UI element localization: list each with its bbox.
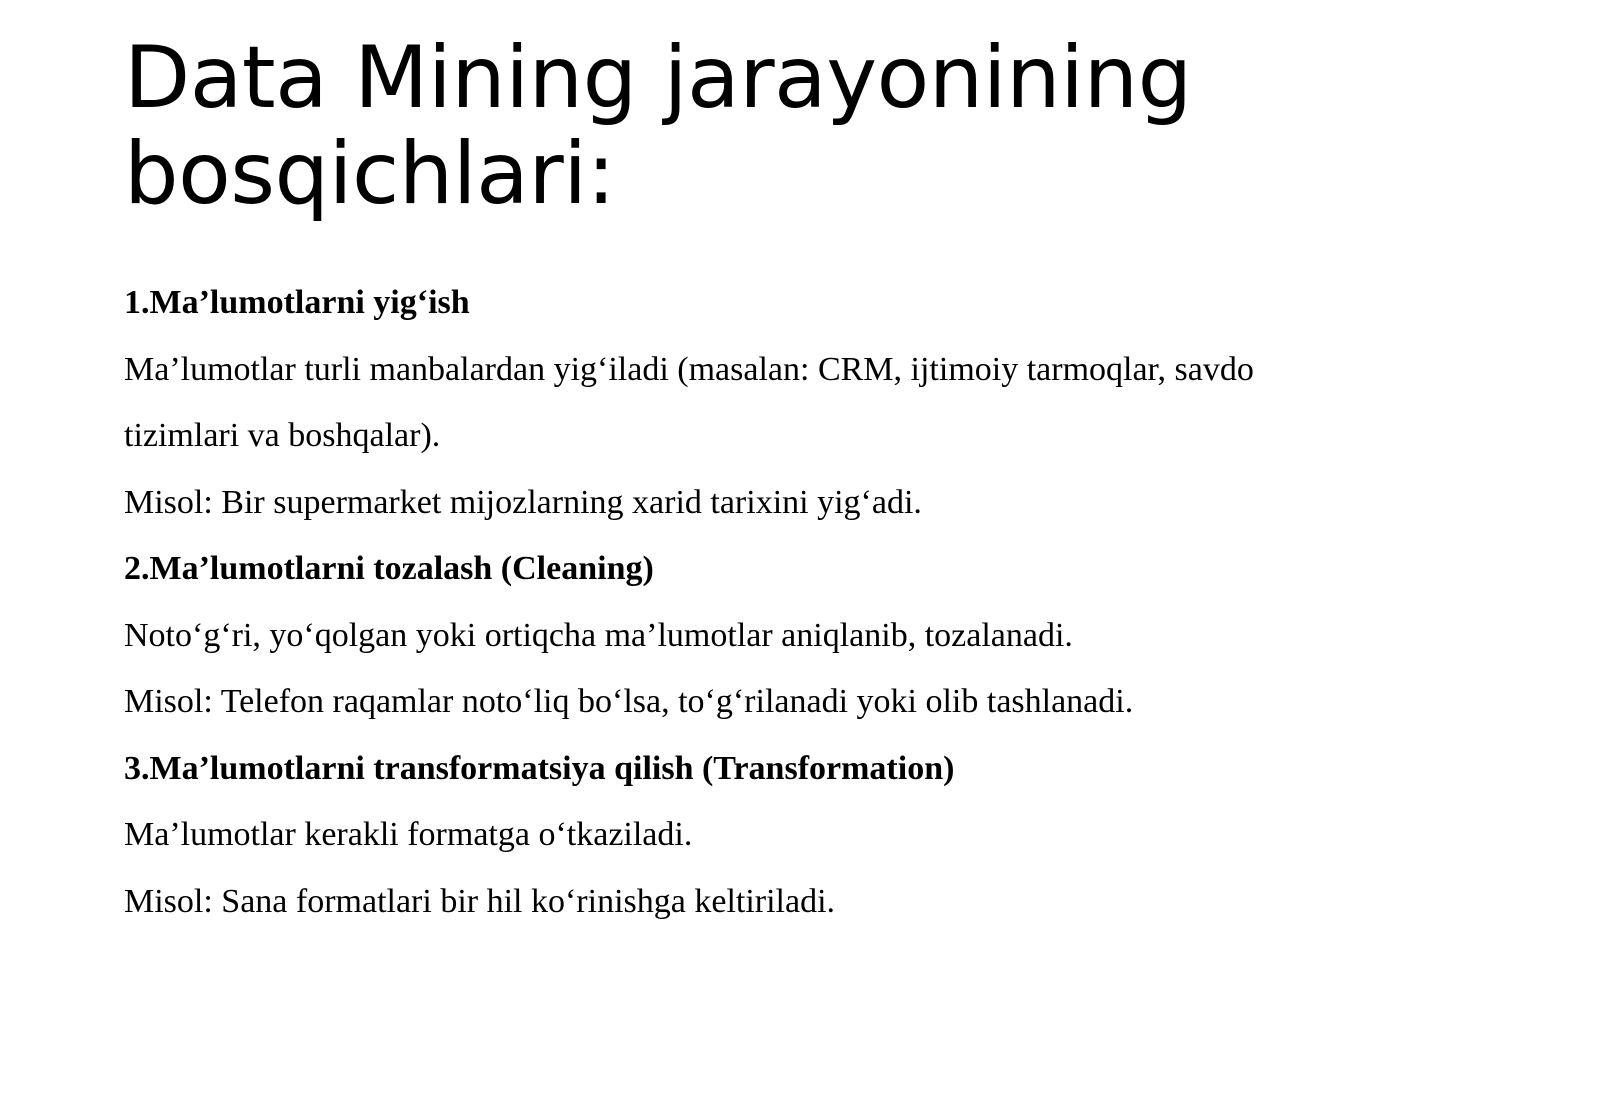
slide-title-line-1: Data Mining jarayonining bbox=[124, 28, 1192, 128]
slide-title-line-2: bosqichlari: bbox=[124, 124, 616, 224]
section-1-heading: 1.Ma’lumotlarni yig‘ish bbox=[124, 284, 470, 321]
section-2-description: Noto‘g‘ri, yo‘qolgan yoki ortiqcha ma’lumotlar aniqlanib, tozalanadi. bbox=[124, 616, 1073, 654]
slide-title bbox=[124, 30, 1504, 222]
section-3-example: Misol: Sana formatlari bir hil ko‘rinishga keltiriladi. bbox=[124, 882, 836, 920]
section-2-example: Misol: Telefon raqamlar noto‘liq bo‘lsa, to‘g‘rilanadi yoki olib tashlanadi. bbox=[124, 683, 1134, 720]
section-2-heading: 2.Ma’lumotlarni tozalash (Cleaning) bbox=[124, 550, 654, 587]
slide-body bbox=[124, 270, 1504, 935]
section-3-heading: 3.Ma’lumotlarni transformatsiya qilish (Transformation) bbox=[124, 749, 955, 787]
section-1-description-line-2: tizimlari va boshqalar). bbox=[124, 417, 441, 454]
section-1-description-line-1: Ma’lumotlar turli manbalardan yig‘iladi (masalan: CRM, ijtimoiy tarmoqlar, savdo bbox=[124, 350, 1254, 388]
section-3-description: Ma’lumotlar kerakli formatga o‘tkaziladi. bbox=[124, 816, 693, 853]
section-1-example: Misol: Bir supermarket mijozlarning xarid tarixini yig‘adi. bbox=[124, 483, 922, 521]
